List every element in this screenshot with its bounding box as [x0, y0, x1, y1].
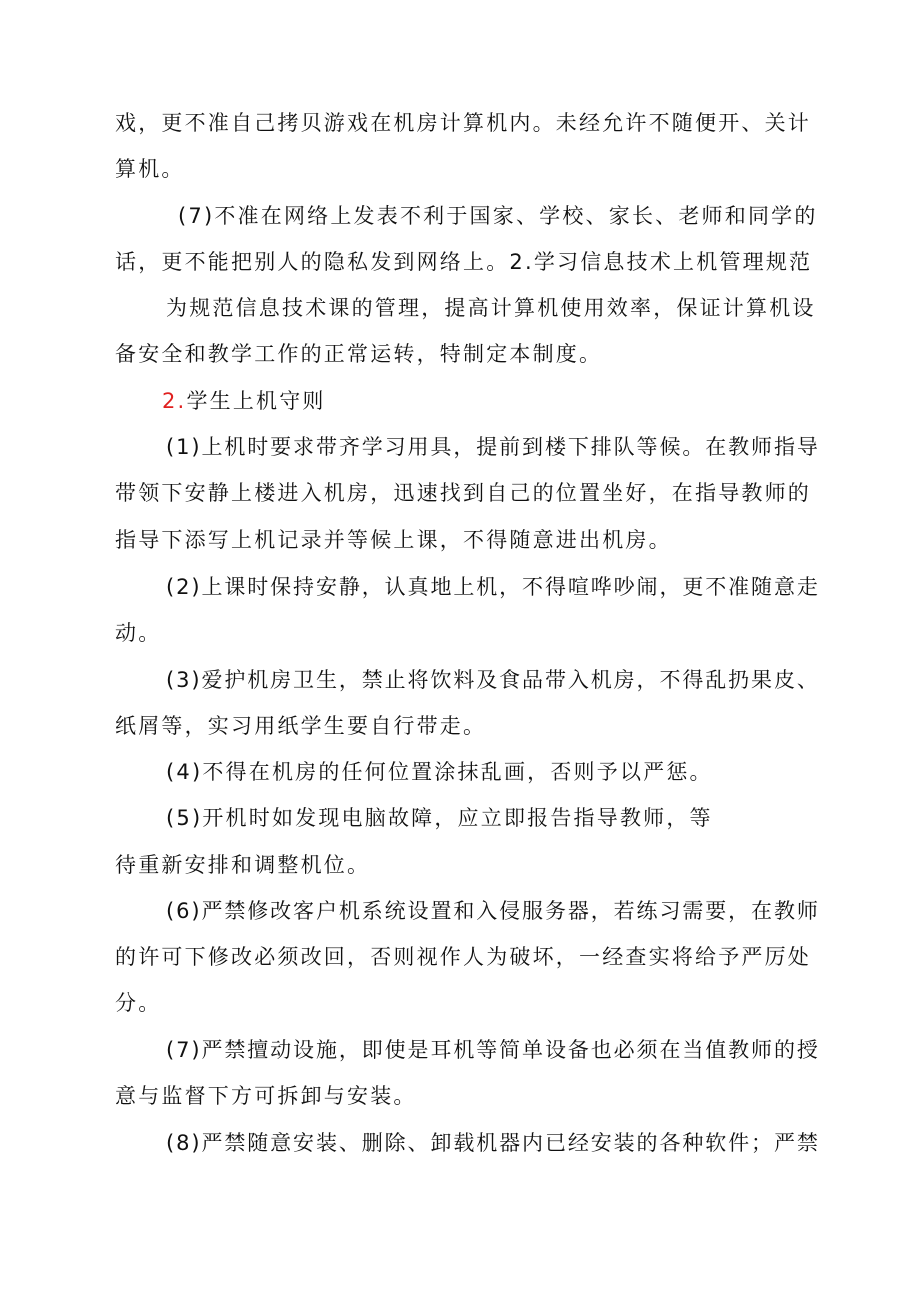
- text-line-14: 纸屑等，实习用纸学生要自行带走。: [115, 714, 487, 738]
- text-line-16: (5)开机时如发现电脑故障，应立即报告指导教师，等: [166, 806, 713, 830]
- text-line-9: 带领下安静上楼进入机房，迅速找到自己的位置坐好，在指导教师的: [115, 481, 811, 505]
- text-line-15: (4)不得在机房的任何位置涂抹乱画，否则予以严惩。: [166, 760, 713, 784]
- text-line-20: 分。: [115, 991, 162, 1015]
- text-line-13: (3)爱护机房卫生，禁止将饮料及食品带入机房，不得乱扔果皮、: [166, 668, 820, 692]
- text-line-8: (1)上机时要求带齐学习用具，提前到楼下排队等候。在教师指导: [166, 435, 820, 459]
- text-line-3: (7)不准在网络上发表不利于国家、学校、家长、老师和同学的: [178, 204, 818, 228]
- section-heading-title: 学生上机守则: [186, 389, 326, 413]
- text-line-6: 备安全和教学工作的正常运转，特制定本制度。: [115, 342, 603, 366]
- text-line-17: 待重新安排和调整机位。: [115, 853, 371, 877]
- text-line-12: 动。: [115, 621, 162, 645]
- text-line-10: 指导下添写上机记录并等候上课，不得随意进出机房。: [115, 528, 672, 552]
- text-line-19: 的许可下修改必须改回，否则视作人为破坏，一经查实将给予严厉处: [115, 945, 811, 969]
- text-line-22: 意与监督下方可拆卸与安装。: [115, 1084, 417, 1108]
- text-line-2: 算机。: [115, 157, 185, 181]
- section-heading-number: 2.: [162, 389, 187, 413]
- text-line-21: (7)严禁擅动设施，即使是耳机等简单设备也必须在当值教师的授: [166, 1038, 820, 1062]
- text-line-18: (6)严禁修改客户机系统设置和入侵服务器，若练习需要，在教师: [166, 899, 820, 923]
- text-line-4: 话，更不能把别人的隐私发到网络上。2.学习信息技术上机管理规范: [115, 250, 813, 274]
- text-line-11: (2)上课时保持安静，认真地上机，不得喧哗吵闹，更不准随意走: [166, 575, 820, 599]
- text-line-5: 为规范信息技术课的管理，提高计算机使用效率，保证计算机设: [166, 296, 816, 320]
- text-line-23: (8)严禁随意安装、删除、卸载机器内已经安装的各种软件；严禁: [166, 1131, 820, 1155]
- section-heading: [162, 378, 326, 424]
- text-line-1: 戏，更不准自己拷贝游戏在机房计算机内。未经允许不随便开、关计: [115, 111, 811, 135]
